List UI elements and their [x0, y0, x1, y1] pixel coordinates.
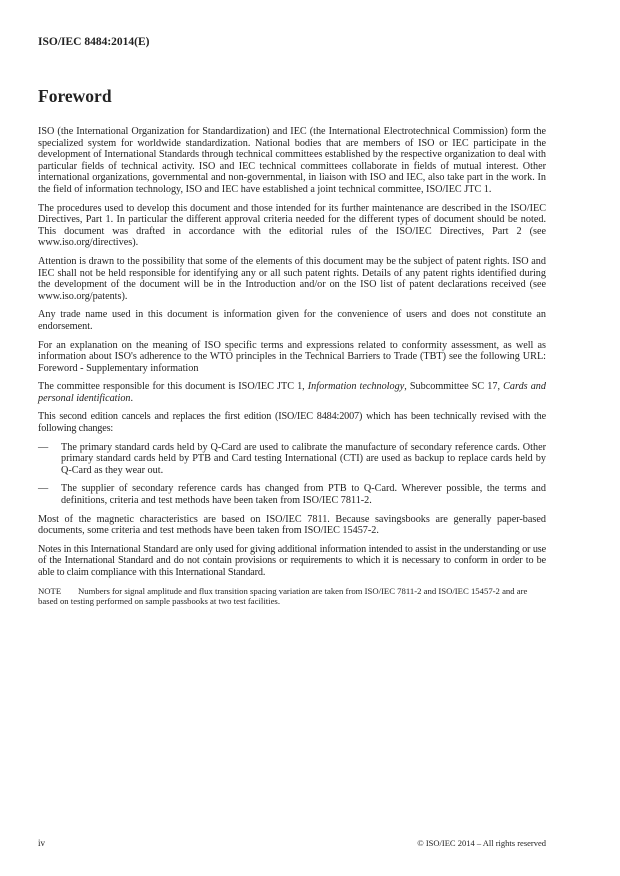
paragraph-committee — [38, 381, 546, 404]
note-text: Numbers for signal amplitude and flux transition spacing variation are taken from ISO/IEC 7811-2 and ISO/IEC 15457-2 and are based on testing performed on sample passbooks at two test facilities. — [38, 585, 528, 606]
paragraph-magnetic-characteristics: Most of the magnetic characteristics are based on ISO/IEC 7811. Because savingsbooks are generally paper-based documents, some criteria and test methods have been taken from ISO/IEC 15457-2. — [38, 513, 546, 537]
note-label: NOTE — [38, 585, 62, 596]
subcommittee-name: Cards and personal identification — [38, 381, 546, 404]
dash-bullet: — — [38, 483, 49, 495]
note — [38, 586, 546, 607]
changes-list — [38, 442, 546, 507]
committee-middle: , Subcommittee SC 17, — [404, 381, 504, 393]
committee-suffix: . — [130, 392, 134, 404]
paragraph-supplementary-info: For an explanation on the meaning of ISO specific terms and expressions related to conformity assessment, as well as information about ISO's adherence to the WTO principles in the Technical Barriers to Trade (TBT) see the following URL: Foreword - Supplementary information — [38, 339, 546, 374]
committee-prefix: The committee responsible for this document is ISO/IEC JTC 1, — [38, 381, 308, 393]
paragraph-patent-rights: Attention is drawn to the possibility that some of the elements of this document may be the subject of patent rights. ISO and IEC shall not be held responsible for identifying any or all such patent rights. Details of any patent rights identified during the development of the document will be in the Introduction and/or on the ISO list of patent declarations received (see www.iso.org/patents). — [38, 255, 546, 302]
page-number: iv — [38, 838, 46, 848]
paragraph-notes: Notes in this International Standard are only used for giving additional information intended to assist in the understanding or use of the International Standard and do not contain provisions or requirements to which it is necessary to conform in order to be able to claim compliance with this International Standard. — [38, 543, 546, 578]
paragraph-trade-name: Any trade name used in this document is information given for the convenience of users and does not constitute an endorsement. — [38, 309, 546, 332]
paragraph-organizations: ISO (the International Organization for Standardization) and IEC (the International Electrotechnical Commission) form the specialized system for worldwide standardization. National bodies that are members of ISO or IEC participate in the development of International Standards through technical committees established by the respective organization to deal with particular fields of technical activity. ISO and IEC technical committees collaborate in fields of mutual interest. Other international organizations, governmental and non-governmental, in liaison with ISO and IEC, also take part in the work. In the field of information technology, ISO and IEC have established a joint technical committee, ISO/IEC JTC 1. — [38, 126, 546, 195]
list-item-text: The primary standard cards held by Q-Card are used to calibrate the manufacture of secondary reference cards. Other primary standard cards held by PTB and Card testing International (CTI) are used as backup to replace cards held by Q-Card as they wear out. — [61, 441, 546, 476]
paragraph-edition: This second edition cancels and replaces the first edition (ISO/IEC 8484:2007) which has been technically revised with the following changes: — [38, 411, 546, 435]
paragraph-procedures: The procedures used to develop this document and those intended for its further maintenance are described in the ISO/IEC Directives, Part 1. In particular the different approval criteria needed for the different types of document should be noted. This document was drafted in accordance with the editorial rules of the ISO/IEC Directives, Part 2 (see www.iso.org/directives). — [38, 202, 546, 249]
list-item — [38, 483, 546, 506]
section-title: Foreword — [38, 86, 112, 106]
dash-bullet: — — [38, 441, 49, 453]
list-item — [38, 442, 546, 477]
list-item-text: The supplier of secondary reference cards has changed from PTB to Q-Card. Wherever possible, the terms and definitions, criteria and test methods have been taken from ISO/IEC 7811-2. — [61, 483, 546, 507]
copyright-notice: © ISO/IEC 2014 – All rights reserved — [417, 838, 546, 848]
committee-field: Information technology — [307, 381, 405, 393]
document-id-header: ISO/IEC 8484:2014(E) — [38, 36, 150, 48]
foreword-body — [38, 126, 546, 613]
